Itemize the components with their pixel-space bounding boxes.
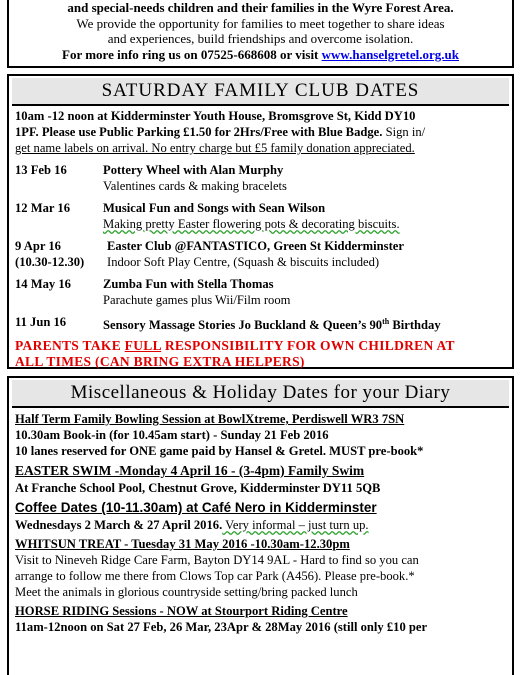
horse-line-2: 11am-12noon on Sat 27 Feb, 26 Mar, 23Apr & 28May 2016 (still only £10 per (15, 620, 428, 634)
coffee-line-2 (9, 517, 512, 533)
event-title: Pottery Wheel with Alan Murphy (103, 163, 284, 177)
venue-line-2-bold: 1PF. Please use Public Parking £1.50 for 2Hrs/Free with Blue Badge. (15, 125, 383, 139)
event-title-sup: th (382, 317, 390, 326)
event-detail: Valentines cards & making bracelets (103, 179, 287, 193)
coffee-line-2-bold: Wednesdays 2 March & 27 April 2016. (15, 518, 223, 532)
event-detail-row (9, 292, 512, 308)
whitsun-line-3: arrange to follow me there from Clows Top car Park (A456). Please pre-book.* (15, 569, 415, 583)
saturday-club-box (7, 74, 514, 369)
event-title: Musical Fun and Songs with Sean Wilson (103, 201, 326, 215)
event-date: 9 Apr 16 (15, 239, 61, 253)
warning-text-a: PARENTS TAKE (15, 338, 125, 353)
intro-line-3: and experiences, build friendships and overcome isolation. (107, 31, 414, 46)
event-date: 13 Feb 16 (15, 163, 67, 177)
coffee-line-2-rest: Very informal – just turn up. (222, 518, 369, 532)
contact-text: For more info ring us on 07525-668608 or visit (62, 46, 322, 62)
venue-line-1: 10am -12 noon at Kidderminster Youth House, Bromsgrove St, Kidd DY10 (15, 109, 416, 123)
event-title-text: Sensory Massage Stories Jo Buckland & Queen’s 90 (103, 318, 383, 333)
event-title-end: Birthday (389, 318, 441, 333)
venue-line-3: get name labels on arrival. No entry charge but £5 family donation appreciated. (15, 141, 415, 155)
horse-line-1: HORSE RIDING Sessions - NOW at Stourport Riding Centre (15, 604, 348, 618)
event-row (9, 238, 512, 254)
coffee-line-1: Coffee Dates (10-11.30am) at Café Nero in Kidderminster (15, 500, 377, 515)
venue-line-2 (9, 124, 512, 140)
intro-box (7, 0, 514, 68)
event-title (103, 314, 441, 333)
swim-line-1: EASTER SWIM -Monday 4 April 16 - (3-4pm) Family Swim (15, 463, 365, 478)
event-row (9, 276, 512, 292)
event-detail: Parachute games plus Wii/Film room (103, 293, 291, 307)
venue-line-2-rest: Sign in/ (382, 125, 426, 139)
event-date: 12 Mar 16 (15, 201, 71, 215)
saturday-heading: SATURDAY FAMILY CLUB DATES (12, 78, 509, 106)
misc-dates-box (7, 376, 514, 675)
event-date: 11 Jun 16 (15, 315, 67, 329)
misc-heading: Miscellaneous & Holiday Dates for your Diary (12, 380, 509, 408)
event-title: Easter Club @FANTASTICO, Green St Kidderminster (107, 239, 404, 253)
event-detail: Making pretty Easter flowering pots & decorating biscuits. (103, 217, 400, 231)
event-title: Zumba Fun with Stella Thomas (103, 277, 274, 291)
intro-line-1: and special-needs children and their families in the Wyre Forest Area. (67, 0, 454, 15)
warning-text-full: FULL (124, 338, 162, 353)
bowling-line-2: 10.30am Book-in (for 10.45am start) - Sunday 21 Feb 2016 (15, 428, 329, 442)
intro-line-2: We provide the opportunity for families to meet together to share ideas (76, 15, 445, 31)
whitsun-line-2: Visit to Nineveh Ridge Care Farm, Bayton DY14 9AL - Hard to find so you can (15, 553, 419, 567)
event-row (9, 200, 512, 216)
event-detail-row (9, 254, 512, 270)
whitsun-line-4: Meet the animals in glorious countryside setting/bring packed lunch (15, 585, 358, 599)
whitsun-line-1: WHITSUN TREAT - Tuesday 31 May 2016 -10.30am-12.30pm (15, 537, 350, 551)
intro-contact-line (9, 47, 512, 63)
bowling-line-1: Half Term Family Bowling Session at BowlXtreme, Perdiswell WR3 7SN (15, 412, 405, 426)
event-detail-row (9, 216, 512, 232)
warning-line-2: ALL TIMES (CAN BRING EXTRA HELPERS) (15, 354, 305, 369)
swim-line-2: At Franche School Pool, Chestnut Grove, Kidderminster DY11 5QB (15, 481, 381, 495)
event-detail-row (9, 178, 512, 194)
bowling-line-3: 10 lanes reserved for ONE game paid by Hansel & Gretel. MUST pre-book* (15, 444, 424, 458)
event-time: (10.30-12.30) (15, 255, 85, 269)
event-date: 14 May 16 (15, 277, 71, 291)
event-detail: Indoor Soft Play Centre, (Squash & biscuits included) (107, 255, 380, 269)
website-link[interactable]: www.hanselgretel.org.uk (321, 46, 459, 62)
warning-text-b: RESPONSIBILITY FOR OWN CHILDREN AT (161, 338, 455, 353)
warning-line-1 (9, 338, 512, 354)
event-row (9, 314, 512, 333)
event-row (9, 162, 512, 178)
